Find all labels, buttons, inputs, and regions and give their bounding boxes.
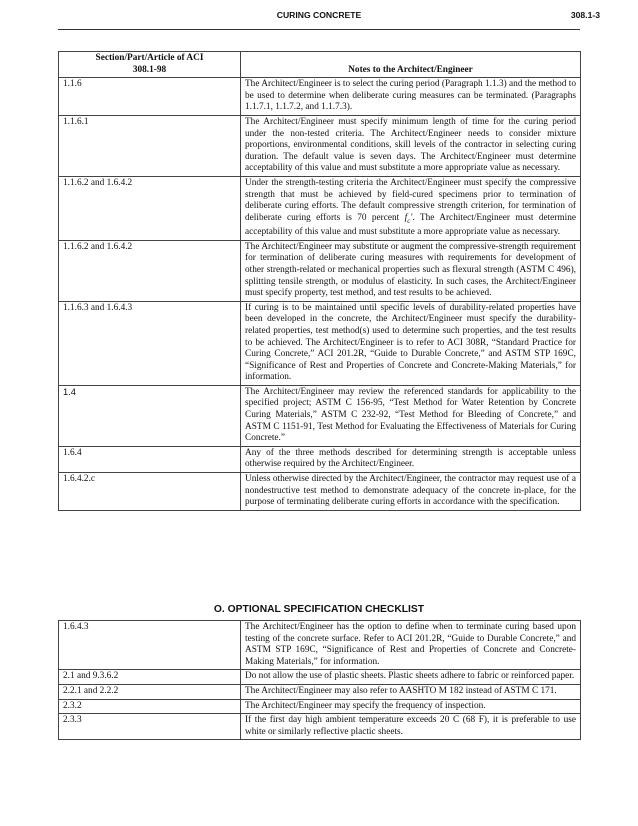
column-header-section: Section/Part/Article of ACI 308.1-98 [59, 52, 241, 78]
table-row [59, 240, 581, 301]
section-cell: 1.1.6 [59, 78, 241, 116]
section-cell: 1.1.6.2 and 1.6.4.2 [59, 176, 241, 240]
header-rule [58, 29, 580, 30]
table-row [59, 446, 581, 472]
running-title: CURING CONCRETE [276, 10, 362, 20]
fc-symbol: $f_c'$ [404, 212, 413, 225]
checklist-table [58, 620, 581, 740]
note-cell: The Architect/Engineer is to select the curing period (Paragraph 1.1.3) and the method to be used to determine when deliberate curing measures can be terminated. (Paragraphs 1.1.7.1, 1.1.7.2, and 1.1.7.3). [241, 78, 581, 116]
table-header-row [59, 52, 581, 78]
section-cell: 2.2.1 and 2.2.2 [59, 684, 241, 699]
table-row [59, 714, 581, 740]
section-cell: 1.4 [59, 385, 241, 446]
table-row [59, 301, 581, 385]
column-header-notes: Notes to the Architect/Engineer [241, 52, 581, 78]
note-cell [241, 176, 581, 240]
section-cell: 1.6.4 [59, 446, 241, 472]
note-cell: If the first day high ambient temperature exceeds 20 C (68 F), it is preferable to use white or similarly reflective plactic sheets. [241, 714, 581, 740]
section-cell: 1.1.6.3 and 1.6.4.3 [59, 301, 241, 385]
page-number: 308.1-3 [570, 10, 600, 20]
table-row [59, 621, 581, 670]
note-cell: The Architect/Engineer has the option to define when to terminate curing based upon testing of the concrete surface. Refer to ACI 201.2R, “Guide to Durable Concrete,” and ASTM STP 169C, “Significance of Rest and Properties of Concrete and Concrete-Making Materials,” for information. [241, 621, 581, 670]
table-row [59, 385, 581, 446]
note-cell: Any of the three methods described for determining strength is acceptable unless otherwise required by the Architect/Engineer. [241, 446, 581, 472]
table-row [59, 699, 581, 714]
section-heading: O. OPTIONAL SPECIFICATION CHECKLIST [213, 604, 425, 615]
table-row [59, 176, 581, 240]
section-cell: 1.6.4.2.c [59, 473, 241, 511]
section-cell: 1.6.4.3 [59, 621, 241, 670]
note-cell: The Architect/Engineer may review the referenced standards for applicability to the specified project; ASTM C 156-95, “Test Method for Water Retention by Concrete Curing Materials,” ASTM C 232-92, “Test Method for Bleeding of Concrete,” and ASTM C 1151-91, Test Method for Evaluating the Effectiveness of Materials for Curing Concrete.” [241, 385, 581, 446]
section-cell: 2.3.3 [59, 714, 241, 740]
note-cell: The Architect/Engineer may specify the frequency of inspection. [241, 699, 581, 714]
section-cell: 2.1 and 9.3.6.2 [59, 670, 241, 685]
note-cell: The Architect/Engineer may also refer to AASHTO M 182 instead of ASTM C 171. [241, 684, 581, 699]
table-row [59, 473, 581, 511]
table-row [59, 670, 581, 685]
note-cell: If curing is to be maintained until specific levels of durability-related properties have been developed in the concrete, the Architect/Engineer must specify the durability-related properties, test method(s) used to determine such properties, and the test results to be achieved. The Architect/Engineer is to refer to ACI 308R, “Standard Practice for Curing Concrete,” ACI 201.2R, “Guide to Durable Concrete,” and ASTM STP 169C, “Significance of Rest and Properties of Concrete and Concrete-Making Materials,” for information. [241, 301, 581, 385]
note-cell: Unless otherwise directed by the Architect/Engineer, the contractor may request use of a nondestructive test method to demonstrate adequacy of the concrete in-place, for the purpose of terminating deliberate curing efforts in accordance with the specification. [241, 473, 581, 511]
note-cell: The Architect/Engineer must specify minimum length of time for the curing period under the non-tested criteria. The Architect/Engineer needs to consider mixture proportions, environmental conditions, skill levels of the contractor in selecting curing duration. The default value is seven days. The Architect/Engineer must determine acceptability of this value and must substitute a more appropriate value as necessary. [241, 115, 581, 176]
table-row [59, 115, 581, 176]
section-cell: 1.1.6.2 and 1.6.4.2 [59, 240, 241, 301]
note-cell: The Architect/Engineer may substitute or augment the compressive-strength requirement for termination of deliberate curing measures with requirements for development of other strength-related or mechanical properties such as flexural strength (ASTM C 496), splitting tensile strength, or modulus of elasticity. In such cases, the Architect/Engineer must specify property, test method, and test results to be achieved. [241, 240, 581, 301]
table-row [59, 78, 581, 116]
note-cell: Do not allow the use of plastic sheets. Plastic sheets adhere to fabric or reinforced paper. [241, 670, 581, 685]
note-text-after: . The Architect/Engineer must determine acceptability of this value and must substitute a more appropriate value as necessary. [245, 212, 576, 238]
section-cell: 1.1.6.1 [59, 115, 241, 176]
table-row [59, 684, 581, 699]
note-text-before: Under the strength-testing criteria the Architect/Engineer must specify the compressive strength that must be achieved by field-cured specimens prior to termination of deliberate curing efforts. The default compressive strength criterion, for termination of deliberate curing efforts is 70 percent [245, 177, 576, 223]
section-cell: 2.3.2 [59, 699, 241, 714]
running-header [0, 10, 638, 24]
notes-table [58, 51, 581, 511]
